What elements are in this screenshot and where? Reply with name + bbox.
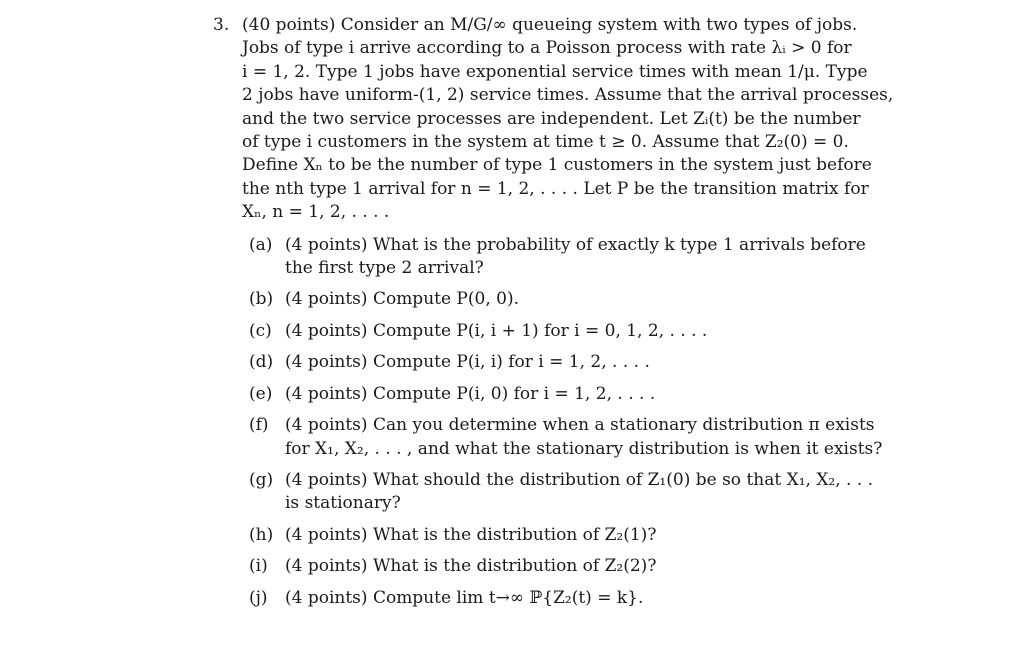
subquestion-text: for X₁, X₂, . . . , and what the stationary distribution is when it exists? <box>285 438 883 459</box>
subquestion-h <box>249 524 873 547</box>
problem-statement <box>242 14 894 225</box>
statement-line: Xₙ, n = 1, 2, . . . . <box>242 202 390 223</box>
statement-line: Define Xₙ to be the number of type 1 customers in the system just before <box>242 155 872 176</box>
statement-line: the nth type 1 arrival for n = 1, 2, . . . . Let P be the transition matrix for <box>242 178 869 199</box>
subquestion-list <box>213 234 883 610</box>
subquestion-label: (a) <box>249 234 273 255</box>
subquestion-text: (4 points) Compute lim t→∞ ℙ{Z₂(t) = k}. <box>285 587 644 608</box>
subquestion-label: (e) <box>249 383 273 404</box>
subquestion-b <box>249 288 873 311</box>
problem-number: 3. <box>213 15 230 35</box>
subquestion-e <box>249 383 873 406</box>
subquestion-text: (4 points) Compute P(0, 0). <box>285 289 519 310</box>
subquestion-text: (4 points) What is the distribution of Z₂(2)? <box>285 556 657 577</box>
subquestion-text: the first type 2 arrival? <box>285 258 484 279</box>
subquestion-label: (b) <box>249 289 274 310</box>
subquestion-label: (f) <box>249 415 269 436</box>
subquestion-text: (4 points) What is the probability of exactly k type 1 arrivals before <box>285 234 866 255</box>
subquestion-label: (i) <box>249 556 268 577</box>
statement-line: of type i customers in the system at time t ≥ 0. Assume that Z₂(0) = 0. <box>242 132 849 153</box>
subquestion-text: (4 points) Can you determine when a stationary distribution π exists <box>285 415 875 436</box>
subquestion-label: (c) <box>249 320 272 341</box>
subquestion-a <box>249 234 873 281</box>
subquestion-text: (4 points) What is the distribution of Z₂(1)? <box>285 524 657 545</box>
statement-line: (40 points) Consider an M/G/∞ queueing system with two types of jobs. <box>242 15 858 35</box>
subquestion-text: (4 points) Compute P(i, i + 1) for i = 0, 1, 2, . . . . <box>285 320 708 341</box>
statement-line: 2 jobs have uniform-(1, 2) service times. Assume that the arrival processes, <box>242 85 894 106</box>
statement-line: i = 1, 2. Type 1 jobs have exponential service times with mean 1/μ. Type <box>242 61 868 82</box>
subquestion-g <box>249 469 874 516</box>
subquestion-text: (4 points) Compute P(i, i) for i = 1, 2, . . . . <box>285 352 650 373</box>
subquestion-text: is stationary? <box>285 493 401 514</box>
statement-line: Jobs of type i arrive according to a Poisson process with rate λᵢ > 0 for <box>242 38 852 59</box>
subquestion-f <box>249 414 883 461</box>
subquestion-c <box>249 320 873 343</box>
problem-3 <box>213 14 894 618</box>
subquestion-j <box>249 587 873 610</box>
subquestion-label: (d) <box>249 352 274 373</box>
statement-line: and the two service processes are independent. Let Zᵢ(t) be the number <box>242 108 861 129</box>
subquestion-text: (4 points) Compute P(i, 0) for i = 1, 2, . . . . <box>285 383 656 404</box>
subquestion-label: (j) <box>249 587 268 608</box>
subquestion-d <box>249 351 873 374</box>
subquestion-text: (4 points) What should the distribution of Z₁(0) be so that X₁, X₂, . . . <box>285 469 874 490</box>
subquestion-label: (h) <box>249 524 274 545</box>
subquestion-i <box>249 555 873 578</box>
subquestion-label: (g) <box>249 469 274 490</box>
